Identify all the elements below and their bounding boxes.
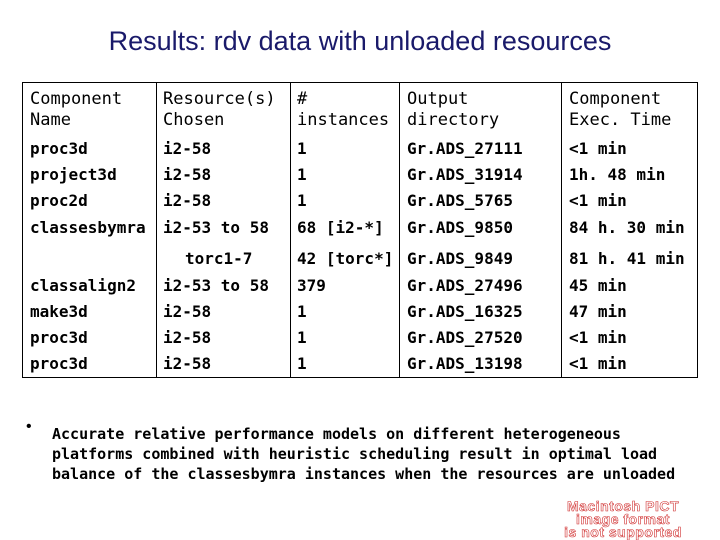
- table-cell-component-name: classalign2: [30, 276, 136, 295]
- table-cell-output-dir: Gr.ADS_27496: [407, 276, 523, 295]
- table-cell-exec-time: <1 min: [569, 354, 627, 373]
- table-cell-resource: i2-53 to 58: [163, 276, 269, 295]
- table-cell-exec-time: <1 min: [569, 328, 627, 347]
- table-cell-instances: 1: [297, 354, 307, 373]
- header-component-name: Component Name: [30, 89, 123, 130]
- table-cell-output-dir: Gr.ADS_9849: [407, 249, 513, 268]
- table-cell-output-dir: Gr.ADS_27520: [407, 328, 523, 347]
- pict-unsupported-notice: Macintosh PICT image format is not supported: [564, 498, 682, 540]
- table-cell-instances: 1: [297, 302, 307, 321]
- column-divider: [156, 83, 157, 377]
- table-cell-component-name: project3d: [30, 165, 117, 184]
- table-cell-resource: i2-53 to 58: [163, 218, 269, 237]
- slide-title: Results: rdv data with unloaded resources: [108, 26, 612, 56]
- bullet-text: Accurate relative performance models on different heterogeneous platforms combined with heuristic scheduling result in optimal load balance of the classesbymra instances when the resources are unloaded: [52, 425, 676, 483]
- table-cell-component-name: make3d: [30, 302, 88, 321]
- table-cell-instances: 68 [i2-*]: [297, 218, 384, 237]
- table-cell-resource: i2-58: [163, 302, 212, 321]
- table-cell-output-dir: Gr.ADS_16325: [407, 302, 523, 321]
- table-cell-component-name: proc3d: [30, 354, 88, 373]
- table-cell-output-dir: Gr.ADS_13198: [407, 354, 523, 373]
- table-cell-instances: 379: [297, 276, 326, 295]
- table-cell-output-dir: Gr.ADS_27111: [407, 139, 523, 158]
- header-instances: # instances: [297, 89, 390, 130]
- table-cell-component-name: proc3d: [30, 139, 88, 158]
- table-cell-output-dir: Gr.ADS_31914: [407, 165, 523, 184]
- table-cell-output-dir: Gr.ADS_9850: [407, 218, 513, 237]
- column-divider: [561, 83, 562, 377]
- table-cell-exec-time: 1h. 48 min: [569, 165, 666, 184]
- bullet-marker: •: [26, 418, 32, 435]
- table-cell-resource: i2-58: [163, 139, 212, 158]
- column-divider: [399, 83, 400, 377]
- table-cell-resource: i2-58: [163, 354, 212, 373]
- header-output-directory: Output directory: [407, 89, 500, 130]
- table-cell-resource: i2-58: [163, 191, 212, 210]
- table-cell-exec-time: <1 min: [569, 139, 627, 158]
- results-table: [22, 82, 698, 378]
- table-cell-instances: 1: [297, 191, 307, 210]
- table-cell-component-name: classesbymra: [30, 218, 146, 237]
- table-cell-resource: i2-58: [163, 165, 212, 184]
- table-cell-instances: 1: [297, 165, 307, 184]
- table-cell-instances: 42 [torc*]: [297, 249, 394, 268]
- table-cell-resource: i2-58: [163, 328, 212, 347]
- table-cell-exec-time: 45 min: [569, 276, 627, 295]
- table-cell-exec-time: 81 h. 41 min: [569, 249, 685, 268]
- table-cell-component-name: proc3d: [30, 328, 88, 347]
- table-cell-exec-time: 47 min: [569, 302, 627, 321]
- table-cell-component-name: proc2d: [30, 191, 88, 210]
- table-cell-exec-time: <1 min: [569, 191, 627, 210]
- header-resources-chosen: Resource(s) Chosen: [163, 89, 276, 130]
- table-cell-exec-time: 84 h. 30 min: [569, 218, 685, 237]
- column-divider: [290, 83, 291, 377]
- table-cell-resource: torc1-7: [185, 249, 253, 268]
- table-cell-output-dir: Gr.ADS_5765: [407, 191, 513, 210]
- header-exec-time: Component Exec. Time: [569, 89, 672, 130]
- table-cell-instances: 1: [297, 328, 307, 347]
- table-cell-instances: 1: [297, 139, 307, 158]
